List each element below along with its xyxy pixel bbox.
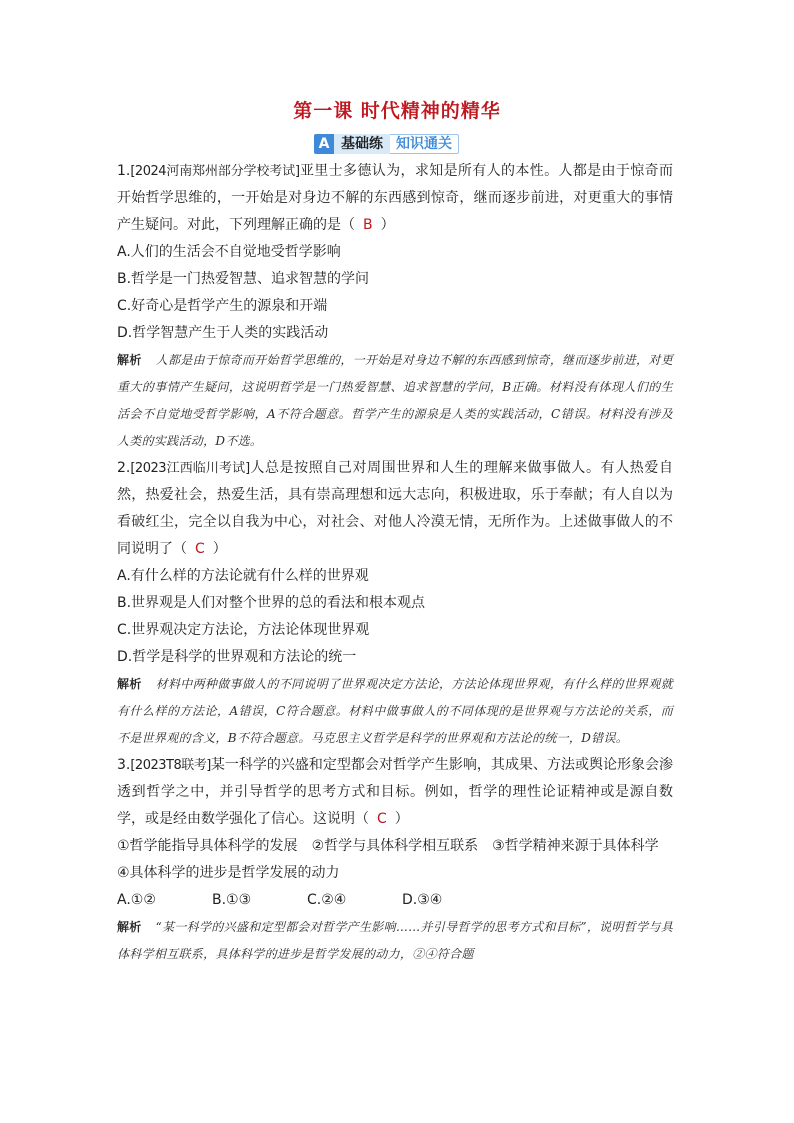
question-number: 3. [117,757,131,773]
bracket-close: ） [394,811,409,827]
option-d: D.哲学智慧产生于人类的实践活动 [117,325,329,341]
option-a: A.①② [117,892,156,908]
bracket-close: ） [212,541,227,557]
option-d: D.③④ [402,892,443,908]
statement-3: ③哲学精神来源于具体科学 [492,838,659,854]
explanation-text: “某一科学的兴盛和定型都会对哲学产生影响……并引导哲学的思考方式和目标”，说明哲学与具体科学相互联系，具体科学的进步是哲学发展的动力，②④符合题 [117,920,673,961]
explanation-label: 解析 [117,677,142,691]
question-3 [117,752,673,968]
option-b: B.哲学是一门热爱智慧、追求智慧的学问 [117,271,370,287]
answer-letter: C [377,811,387,827]
question-2 [117,455,673,752]
question-1-stem [117,158,673,239]
option-c: C.世界观决定方法论，方法论体现世界观 [117,622,370,638]
question-3-stem [117,752,673,833]
question-list [117,158,673,968]
answer-letter: B [363,217,373,233]
question-1 [117,158,673,455]
explanation [117,347,673,455]
option-b: B.①③ [212,892,252,908]
statement-1: ①哲学能指导具体科学的发展 [117,838,298,854]
question-number: 1. [117,163,131,179]
question-2-stem [117,455,673,563]
option-a: A.人们的生活会不自觉地受哲学影响 [117,244,341,260]
lesson-title: 第一课 时代精神的精华 [293,100,501,122]
explanation-label: 解析 [117,920,142,934]
explanation [117,914,673,968]
question-source: [2024河南郑州部分学校考试] [130,164,300,179]
option-d: D.哲学是科学的世界观和方法论的统一 [117,649,357,665]
question-text: 人总是按照自己对周围世界和人生的理解来做事做人。有人热爱自然，热爱社会，热爱生活，具有崇高理想和远大志向，积极进取，乐于奉献；有人自以为看破红尘，完全以自我为中心，对社会、对他人冷漠无情，无所作为。上述做事做人的不同说明了（ [117,460,673,557]
explanation-text: 材料中两种做事做人的不同说明了世界观决定方法论，方法论体现世界观，有什么样的世界观就有什么样的方法论，A错误，C符合题意。材料中做事做人的不同体现的是世界观与方法论的关系，而不是世界观的含义，B不符合题意。马克思主义哲学是科学的世界观和方法论的统一，D错误。 [117,677,673,745]
bracket-close: ） [380,217,395,233]
answer-letter: C [195,541,205,557]
explanation-text: 人都是由于惊奇而开始哲学思维的，一开始是对身边不解的东西感到惊奇，继而逐步前进，对更重大的事情产生疑问，这说明哲学是一门热爱智慧、追求智慧的学问，B正确。材料没有体现人们的生活会不自觉地受哲学影响，A不符合题意。哲学产生的源泉是人类的实践活动，C错误。材料没有涉及人类的实践活动，D不选。 [117,353,673,448]
badge-knowledge-pass: 知识通关 [390,134,459,154]
option-a: A.有什么样的方法论就有什么样的世界观 [117,568,369,584]
question-source: [2023江西临川考试] [130,461,250,476]
badge-basic-practice: 基础练 [334,134,390,154]
question-number: 2. [117,460,131,476]
question-source: [2023T8联考] [130,758,211,773]
answer-combinations [117,887,673,914]
section-badge [314,134,459,154]
numbered-statements [117,833,673,860]
statement-2: ②哲学与具体科学相互联系 [311,838,479,854]
question-text: 某一科学的兴盛和定型都会对哲学产生影响，其成果、方法或舆论形象会渗透到哲学之中，并引导哲学的思考方式和目标。例如，哲学的理性论证精神或是源自数学，或是经由数学强化了信心。这说明（ [117,757,673,827]
question-text: 亚里士多德认为，求知是所有人的本性。人都是由于惊奇而开始哲学思维的，一开始是对身边不解的东西感到惊奇，继而逐步前进，对更重大的事情产生疑问。对此，下列理解正确的是（ [117,163,673,233]
option-c: C.好奇心是哲学产生的源泉和开端 [117,298,328,314]
badge-letter: A [314,134,334,154]
statement-4: ④具体科学的进步是哲学发展的动力 [117,865,340,881]
option-c: C.②④ [307,892,347,908]
explanation [117,671,673,752]
explanation-label: 解析 [117,353,142,367]
option-b: B.世界观是人们对整个世界的总的看法和根本观点 [117,595,426,611]
